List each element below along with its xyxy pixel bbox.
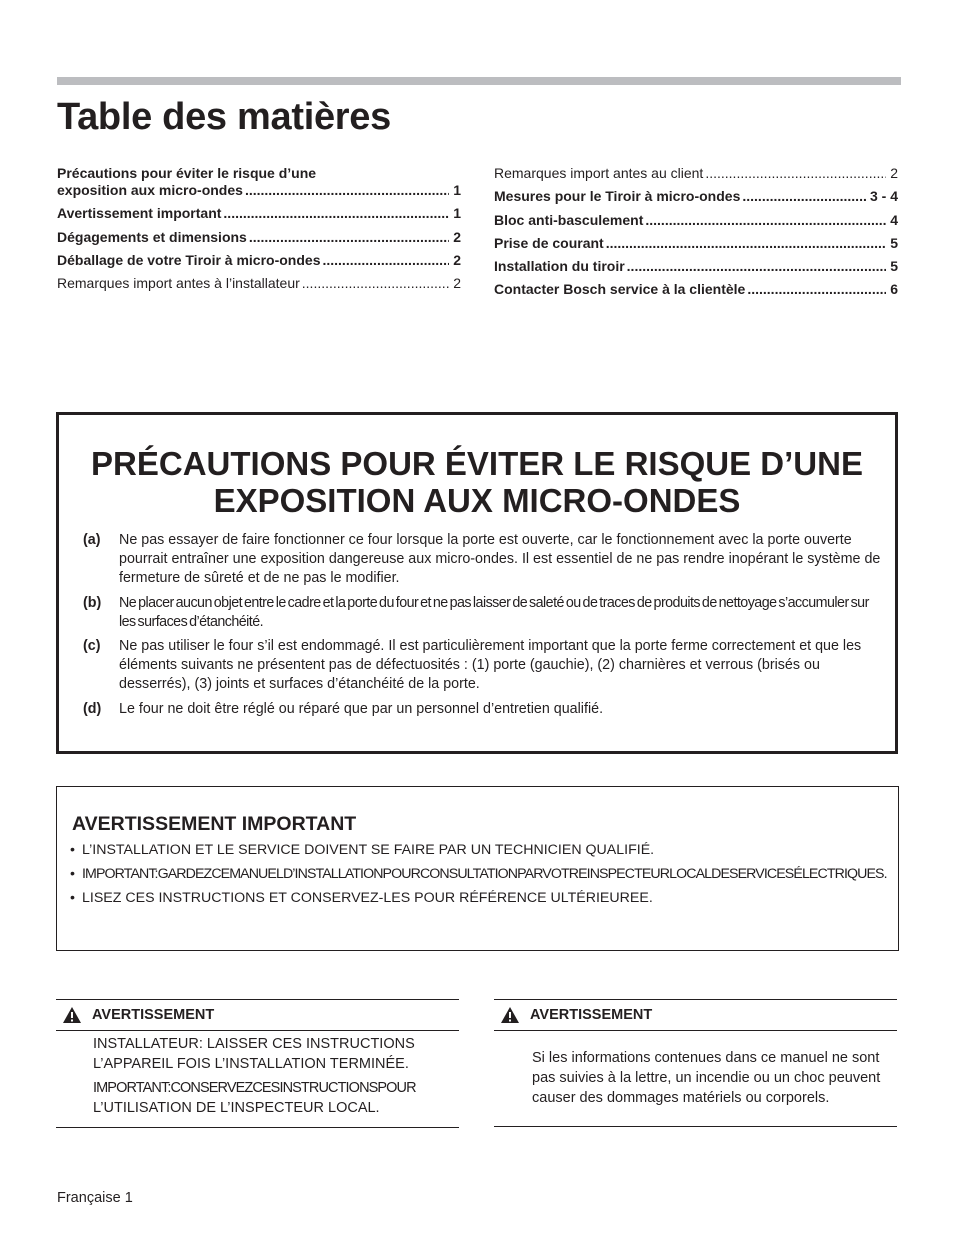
warning-triangle-icon <box>62 1006 82 1024</box>
toc-left-column <box>57 165 461 298</box>
precaution-text: Ne pas utiliser le four s’il est endommagé. Il est particulièrement important que la porte ferme correctement et que les éléments suivants ne présentent pas de défectuosités : (1) porte (gauchie), (2) charnières et verrous (brisés ou desserrés), (3) joints et surfaces d’étanchéité de la porte. <box>119 638 862 692</box>
warning-label: AVERTISSEMENT <box>92 1007 215 1023</box>
toc-leader-dots <box>627 258 887 275</box>
header-rule <box>57 77 901 85</box>
warning-panel-right <box>494 999 897 1127</box>
toc-page-number: 5 <box>890 258 898 275</box>
toc-leader-dots <box>322 252 449 269</box>
toc-leader-dots <box>606 235 887 252</box>
toc-entry-label: Déballage de votre Tiroir à micro-ondes <box>57 251 321 268</box>
toc-entry-label: Avertissement important <box>57 205 222 222</box>
precaution-item <box>83 594 883 632</box>
warning-list-item <box>70 865 892 884</box>
toc-entry[interactable] <box>494 212 898 229</box>
warning-panel-right-body: Si les informations contenues dans ce manuel ne sont pas suivies à la lettre, un incendie ou un choc peuvent causer des dommages matériels ou corporels. <box>532 1050 881 1106</box>
toc-leader-dots <box>223 205 449 222</box>
toc-leader-dots <box>705 165 886 182</box>
toc-page-number: 2 <box>453 251 461 268</box>
toc-leader-dots <box>249 229 449 246</box>
bullet: • <box>70 890 75 906</box>
toc-entry-row <box>57 182 461 199</box>
toc-entry[interactable] <box>494 281 898 298</box>
bullet: • <box>70 842 75 858</box>
toc-page-number: 6 <box>890 281 898 298</box>
toc-entry-label: Installation du tiroir <box>494 258 625 275</box>
precaution-letter: (b) <box>83 594 102 611</box>
toc-entry[interactable] <box>494 188 898 205</box>
important-warning-list <box>70 841 892 913</box>
warning-panel-left-body <box>93 1035 458 1123</box>
toc-leader-dots <box>645 212 886 229</box>
toc-entry-label: Remarques import antes au client <box>494 165 704 181</box>
toc-entry[interactable] <box>494 258 898 275</box>
warning-item-text: IMPORTANT:GARDEZCEMANUELD’INSTALLATIONPOURCONSULTATIONPARVOTREINSPECTEURLOCALDESERVICES ÉLECTRIQUES. <box>82 866 887 882</box>
precaution-text: Le four ne doit être réglé ou réparé que par un personnel d’entretien qualifié. <box>119 700 604 717</box>
toc-entry[interactable] <box>494 235 898 252</box>
toc-entry-label: Bloc anti-basculement <box>494 211 644 228</box>
toc-page-number: 2 <box>453 275 461 292</box>
precaution-item <box>83 531 883 588</box>
toc-entry[interactable] <box>57 165 461 199</box>
toc-page-number: 1 <box>453 205 461 222</box>
precaution-letter: (a) <box>83 532 101 548</box>
toc-entry-label: exposition aux micro-ondes <box>57 182 243 198</box>
toc-page-number: 4 <box>890 211 898 228</box>
page-footer: Française 1 <box>57 1190 133 1206</box>
warning-list-item <box>70 889 892 908</box>
warning-paragraph-line: L’UTILISATION DE L’INSPECTEUR LOCAL. <box>93 1099 380 1116</box>
toc-leader-dots <box>742 188 866 205</box>
precautions-title-line1: PRÉCAUTIONS POUR ÉVITER LE RISQUE D’UNE <box>91 445 863 482</box>
warning-panel-left <box>56 999 459 1128</box>
warning-item-text: LISEZ CES INSTRUCTIONS ET CONSERVEZ-LES POUR RÉFÉRENCE ULTÉRIEUREE. <box>82 890 653 906</box>
precautions-title-line2: EXPOSITION AUX MICRO-ONDES <box>213 482 741 519</box>
warning-paragraph: INSTALLATEUR: LAISSER CES INSTRUCTIONS L’APPAREIL FOIS L’INSTALLATION TERMINÉE. <box>93 1036 415 1072</box>
precaution-text: Ne placer aucun objet entre le cadre et la porte du four et ne pas laisser de saleté ou de traces de produits de nettoyage s’accumuler sur les surfaces d’étanchéité. <box>119 594 869 630</box>
toc-entry[interactable] <box>494 165 898 182</box>
toc-entry-label: Dégagements et dimensions <box>57 228 247 245</box>
important-warning-box <box>56 786 899 951</box>
warning-item-text: L’INSTALLATION ET LE SERVICE DOIVENT SE FAIRE PAR UN TECHNICIEN QUALIFIÉ. <box>82 842 655 858</box>
precaution-text: Ne pas essayer de faire fonctionner ce four lorsque la porte est ouverte, car le fonctionnement avec la porte ouverte pourrait entraîner une exposition dangereuse aux micro-ondes. Il est essentiel de ne pas rendre inopérant le système de fermeture de sûreté et de ne pas le modifier. <box>119 532 881 586</box>
toc-right-column <box>494 165 898 305</box>
precautions-box <box>56 412 898 754</box>
warning-panel-header <box>56 1000 459 1031</box>
precaution-item <box>83 700 883 719</box>
toc-entry[interactable] <box>57 229 461 246</box>
toc-page-number: 2 <box>890 165 898 181</box>
toc-leader-dots <box>302 275 449 292</box>
toc-page-number: 3 - 4 <box>869 188 898 205</box>
toc-entry-label: Remarques import antes à l’installateur <box>57 275 300 292</box>
warning-triangle-icon <box>500 1006 520 1024</box>
warning-list-item <box>70 841 892 860</box>
precaution-letter: (c) <box>83 638 101 654</box>
toc-entry-label-line: Précautions pour éviter le risque d’une <box>57 165 317 181</box>
toc-page-number: 1 <box>453 182 461 198</box>
warning-label: AVERTISSEMENT <box>530 1007 653 1023</box>
precaution-letter: (d) <box>83 700 102 717</box>
page-title: Table des matières <box>57 96 391 138</box>
toc-entry[interactable] <box>57 205 461 222</box>
toc-leader-dots <box>245 182 449 199</box>
warning-paragraph <box>93 1079 458 1118</box>
toc-page-number: 2 <box>453 228 461 245</box>
precaution-item <box>83 637 883 694</box>
toc-page-number: 5 <box>890 234 898 251</box>
toc-leader-dots <box>747 281 886 298</box>
precautions-list <box>83 531 883 724</box>
warning-panel-header <box>494 1000 897 1031</box>
toc-entry-label: Mesures pour le Tiroir à micro-ondes <box>494 188 741 205</box>
toc-entry[interactable] <box>57 252 461 269</box>
toc-entry-label: Contacter Bosch service à la clientèle <box>494 281 746 298</box>
toc-entry[interactable] <box>57 275 461 292</box>
precautions-title <box>59 445 895 519</box>
toc-entry-label: Prise de courant <box>494 234 604 251</box>
bullet: • <box>70 866 75 882</box>
warning-paragraph-line: IMPORTANT:CONSERVEZCESINSTRUCTIONSPOUR <box>93 1080 416 1096</box>
important-warning-title: AVERTISSEMENT IMPORTANT <box>72 813 357 835</box>
